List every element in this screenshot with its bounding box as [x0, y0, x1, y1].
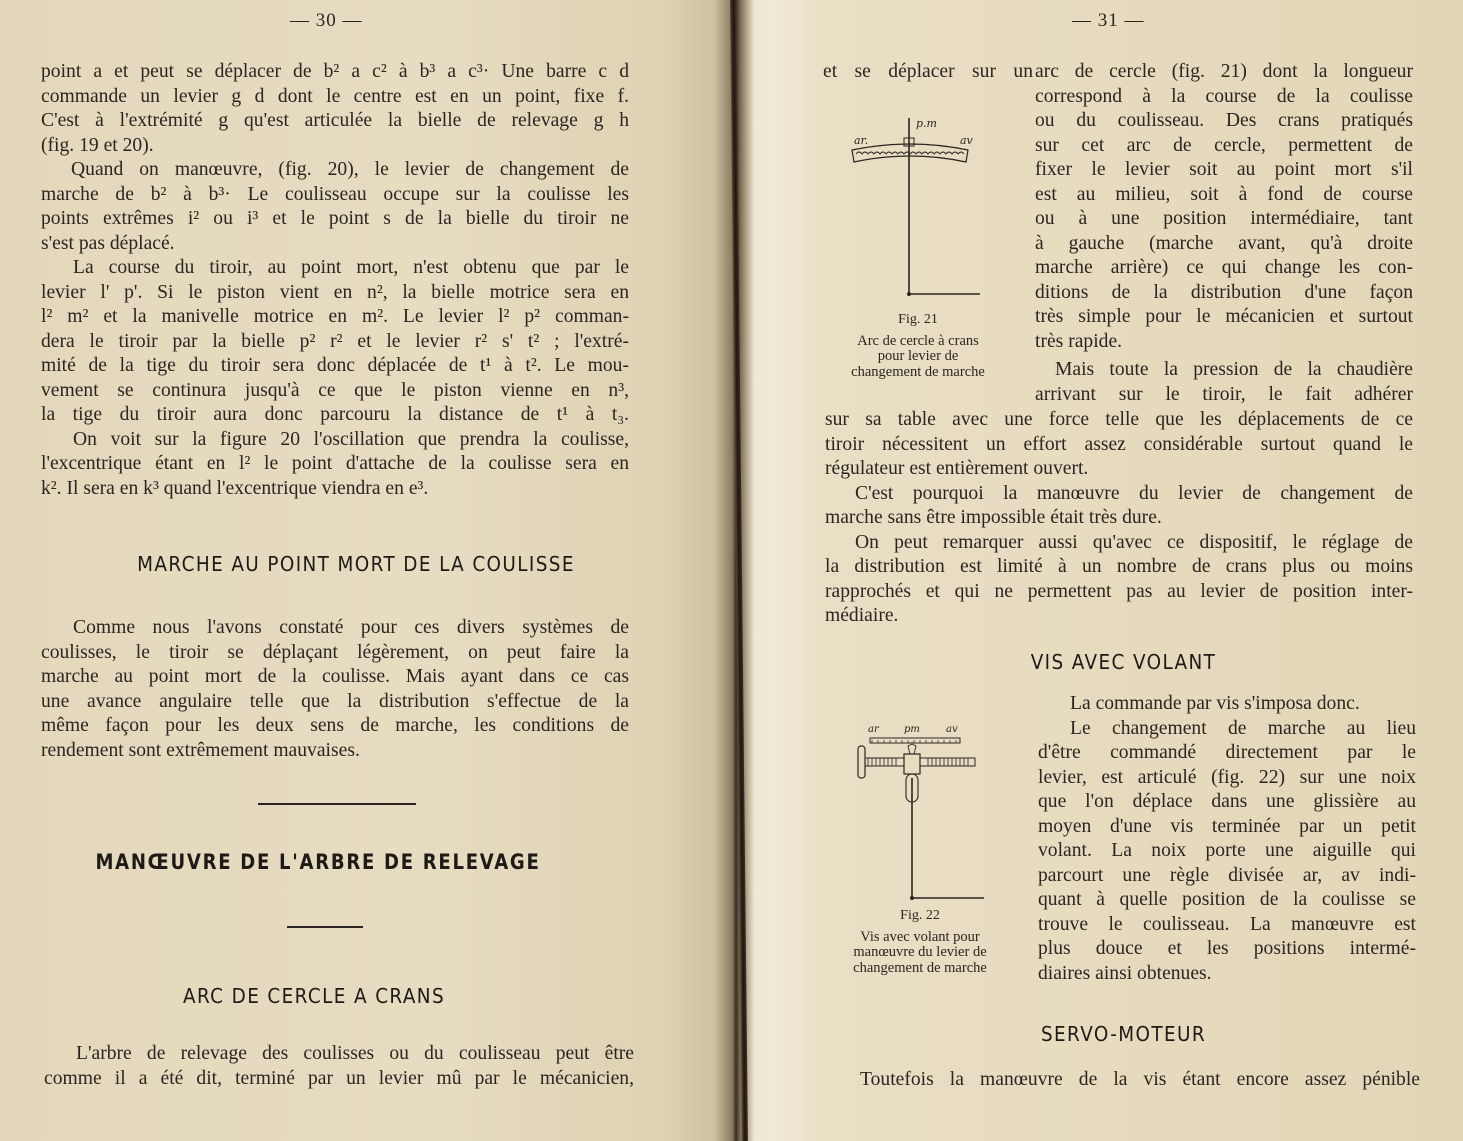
text-line: une avance angulaire telle que la distribution s'effectue de la — [41, 690, 629, 712]
figure-label: Fig. 21 — [898, 312, 938, 327]
paragraph — [41, 616, 629, 763]
text-line: L'arbre de relevage des coulisses ou du coulisseau peut être — [76, 1043, 634, 1064]
body-text-block-3 — [44, 1042, 634, 1091]
text-line: Toutefois la manœuvre de la vis étant encore assez pénible — [860, 1069, 1420, 1090]
text-line: rapprochés et qui ne permettent pas au levier de position inter- — [825, 580, 1413, 602]
text-line: rendement sont extrêmement mauvaises. — [41, 739, 360, 761]
text-line: très simple pour le mécanicien et surtout — [1035, 306, 1413, 327]
page-number: — 31 — — [1072, 10, 1145, 31]
text-line: moyen d'une vis terminée par un petit — [1038, 815, 1416, 837]
text-line: levier l' p'. Si le piston vient en n², la bielle motrice sera en — [41, 281, 629, 303]
paragraph — [41, 256, 629, 428]
right-page — [736, 0, 1463, 1141]
text-line: levier, est articulé (fig. 22) sur une noix — [1038, 766, 1416, 788]
text-line: comme il a été dit, terminé par un levier mû par le mécanicien, — [44, 1067, 634, 1089]
text-line: volant. La noix porte une aiguille qui — [1038, 840, 1416, 861]
text-line: ou à une position intermédiaire, tant — [1035, 208, 1413, 229]
separator-rule — [258, 803, 416, 805]
text-line: régulateur est entièrement ouvert. — [825, 458, 1089, 479]
text-line: à gauche (marche avant, qu'à droite — [1035, 232, 1413, 254]
paragraph — [41, 158, 629, 256]
text-line: correspond à la course de la coulisse — [1035, 85, 1413, 107]
text-line-fragment — [823, 60, 1033, 85]
text-line: trouve le coulisseau. La manœuvre est — [1038, 913, 1416, 935]
lever-arc-diagram — [848, 112, 988, 302]
separator-rule — [287, 926, 363, 928]
text-line: C'est pourquoi la manœuvre du levier de changement de — [855, 482, 1413, 504]
figure-21-caption — [818, 312, 1018, 380]
paragraph — [1038, 692, 1416, 986]
paragraph — [826, 1068, 1420, 1093]
text-line: Comme nous l'avons constaté pour ces divers systèmes de — [73, 617, 629, 638]
caption-line: Arc de cercle à crans — [857, 332, 979, 349]
body-text-block-1 — [41, 60, 629, 501]
text-line: sur cet arc de cercle, permettent de — [1035, 134, 1413, 156]
text-line: mité de la tige du tiroir sera donc déplacée de t¹ à t². Le mou- — [41, 355, 629, 376]
text-line: arrivant sur le tiroir, le fait adhérer — [1035, 383, 1413, 405]
paragraph — [825, 482, 1413, 531]
text-line: la distribution est limité à un nombre de crans plus ou moins — [825, 556, 1413, 577]
text-line: Mais toute la pression de la chaudière — [1055, 359, 1413, 380]
section-heading: SERVO-MOTEUR — [1040, 1022, 1207, 1046]
paragraph — [41, 428, 629, 502]
body-text-block-4 — [826, 1068, 1420, 1093]
text-line: k². Il sera en k³ quand l'excentrique viendra en e³. — [41, 477, 429, 499]
paragraph — [825, 408, 1413, 482]
text-line: tiroir nécessitent un effort assez considérable surtout quand le — [825, 433, 1413, 455]
text-line: La course du tiroir, au point mort, n'est obtenu que par le — [73, 257, 629, 278]
paragraph — [1035, 358, 1413, 407]
text-line: sur sa table avec une force telle que les déplacements de ce — [825, 409, 1413, 430]
text-line: commande un levier g d dont le centre est en un point, fixe f. — [41, 85, 629, 107]
text-line: marche au point mort de la coulisse. Mais ayant dans ce cas — [41, 666, 629, 687]
text-line: que l'on déplace dans une glissière au — [1038, 791, 1416, 812]
mark-pm: p.m — [916, 117, 937, 130]
paragraph — [44, 1042, 634, 1091]
text-line: parcourt une règle divisée ar, av indi- — [1038, 864, 1416, 886]
text-line: Le changement de marche au lieu — [1070, 717, 1416, 739]
paragraph — [1035, 60, 1413, 354]
body-text-block-3 — [1038, 692, 1416, 986]
text-line: C'est à l'extrémité g qu'est articulée la bielle de relevage g h — [41, 110, 629, 131]
section-heading: MANŒUVRE DE L'ARBRE DE RELEVAGE — [95, 850, 541, 874]
text-line: arc de cercle (fig. 21) dont la longueur — [1035, 61, 1413, 82]
mark-pm: pm — [904, 724, 920, 735]
text-line: quant à quelle position de la coulisse se — [1038, 889, 1416, 910]
text-line: médiaire. — [825, 605, 899, 626]
text-line: plus douce et les positions intermé- — [1038, 938, 1416, 959]
mark-ar: ar. — [854, 134, 869, 147]
text-line: est au milieu, soit à fond de course — [1035, 183, 1413, 205]
text-line: On peut remarquer aussi qu'avec ce dispositif, le réglage de — [855, 531, 1413, 553]
caption-line: pour levier de — [877, 348, 959, 364]
text-line: s'est pas déplacé. — [41, 232, 175, 254]
mark-ar: ar — [868, 724, 879, 735]
text-line: l² m² et la manivelle motrice en m². Le levier l² p² comman- — [41, 306, 629, 327]
text-line: points extrêmes i² ou i³ et le point s de la bielle du tiroir ne — [41, 208, 629, 229]
text-line: (fig. 19 et 20). — [41, 134, 154, 156]
caption-line: changement de marche — [851, 363, 985, 380]
body-text-block-2 — [825, 408, 1413, 629]
screw-handwheel-diagram — [856, 718, 988, 904]
section-heading: VIS AVEC VOLANT — [1030, 650, 1217, 674]
text-line: dera le tiroir par la bielle p² r² et le levier r² s' t² ; l'extré- — [41, 330, 629, 352]
text-line: ou du coulisseau. Des crans pratiqués — [1035, 110, 1413, 131]
text-line: très rapide. — [1035, 330, 1123, 352]
text-line: La commande par vis s'imposa donc. — [1070, 693, 1360, 714]
paragraph — [825, 531, 1413, 629]
text-line: vement se continura jusqu'à ce que le piston vienne en n³, — [41, 379, 629, 401]
section-heading: ARC DE CERCLE A CRANS — [182, 984, 446, 1008]
text-line: la tige du tiroir aura donc parcouru la distance de t¹ à t₃. — [41, 404, 629, 425]
caption-line: changement de marche — [853, 959, 987, 976]
text-line: ditions de la distribution d'une façon — [1035, 281, 1413, 303]
text-line: Quand on manœuvre, (fig. 20), le levier de changement de — [71, 159, 629, 180]
text-line: l'excentrique étant en l² le point d'attache de la coulisse sera en — [41, 453, 629, 474]
figure-22-caption — [822, 908, 1018, 976]
text-line: marche sans être impossible était très dure. — [825, 507, 1162, 528]
text-line: d'être commandé directement par le — [1038, 742, 1416, 763]
mark-av: av — [960, 134, 973, 147]
figure-label: Fig. 22 — [900, 908, 940, 923]
text-line: même façon pour les deux sens de marche, les conditions de — [41, 715, 629, 736]
page-number: — 30 — — [290, 10, 363, 31]
paragraph — [41, 60, 629, 158]
caption-line: manœuvre du levier de — [853, 944, 987, 960]
text-line: fixer le levier soit au point mort s'il — [1035, 159, 1413, 180]
text-line: marche de b² à b³· Le coulisseau occupe sur la coulisse les — [41, 183, 629, 205]
text-line: On voit sur la figure 20 l'oscillation que prendra la coulisse, — [73, 428, 629, 450]
section-heading: MARCHE AU POINT MORT DE LA COULISSE — [137, 552, 575, 576]
body-text-block-1 — [1035, 60, 1413, 407]
mark-av: av — [946, 724, 958, 735]
caption-line: Vis avec volant pour — [860, 928, 980, 945]
text-line: marche arrière) ce qui change les con- — [1035, 257, 1413, 278]
text-line: et se déplacer sur un — [823, 61, 1033, 82]
text-line: coulisses, le tiroir se déplaçant légèrement, on peut faire la — [41, 641, 629, 663]
text-line: point a et peut se déplacer de b² a c² à b³ a c³· Une barre c d — [41, 61, 629, 82]
text-line: diaires ainsi obtenues. — [1038, 962, 1212, 984]
body-text-block-2 — [41, 616, 629, 763]
